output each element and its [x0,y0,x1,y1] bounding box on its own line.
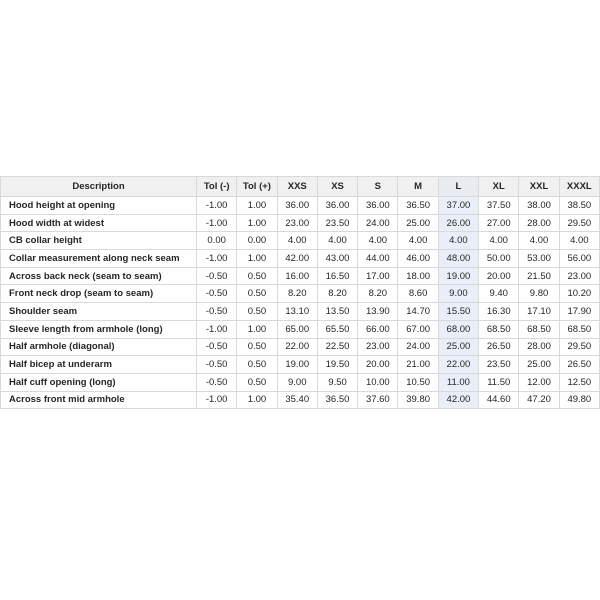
row-description: Half cuff opening (long) [1,373,197,391]
cell-value: 9.80 [519,285,559,303]
cell-value: 48.00 [438,250,478,268]
cell-value: 67.00 [398,320,438,338]
cell-value: 4.00 [438,232,478,250]
cell-value: 50.00 [479,250,519,268]
cell-value: 22.00 [277,338,317,356]
cell-value: 37.00 [438,197,478,215]
cell-value: 0.50 [237,356,277,374]
cell-value: 9.00 [277,373,317,391]
cell-value: 25.00 [519,356,559,374]
cell-value: 68.50 [479,320,519,338]
cell-value: 28.00 [519,214,559,232]
cell-value: 35.40 [277,391,317,409]
cell-value: 4.00 [277,232,317,250]
cell-value: 19.00 [277,356,317,374]
cell-value: 36.50 [317,391,357,409]
row-description: Sleeve length from armhole (long) [1,320,197,338]
column-header-description: Description [1,177,197,197]
cell-value: 19.50 [317,356,357,374]
cell-value: 1.00 [237,391,277,409]
cell-value: 19.00 [438,267,478,285]
cell-value: 49.80 [559,391,599,409]
cell-value: 23.50 [479,356,519,374]
table-row [1,391,600,409]
cell-value: 42.00 [277,250,317,268]
cell-value: 8.20 [317,285,357,303]
row-description: Hood width at widest [1,214,197,232]
column-header-xxxl: XXXL [559,177,599,197]
cell-value: 56.00 [559,250,599,268]
cell-value: -1.00 [197,391,237,409]
column-header-xxl: XXL [519,177,559,197]
table-row [1,373,600,391]
table-row [1,356,600,374]
cell-value: 20.00 [358,356,398,374]
table-row [1,232,600,250]
cell-value: 36.50 [398,197,438,215]
cell-value: 23.00 [277,214,317,232]
cell-value: 36.00 [277,197,317,215]
cell-value: 12.00 [519,373,559,391]
column-header-xl: XL [479,177,519,197]
column-header-xxs: XXS [277,177,317,197]
row-description: Front neck drop (seam to seam) [1,285,197,303]
cell-value: -1.00 [197,197,237,215]
cell-value: 0.50 [237,373,277,391]
size-chart-body [1,197,600,409]
size-chart-table [0,176,600,409]
table-row [1,250,600,268]
cell-value: 4.00 [559,232,599,250]
row-description: Shoulder seam [1,303,197,321]
cell-value: 10.50 [398,373,438,391]
row-description: Half bicep at underarm [1,356,197,374]
cell-value: 17.00 [358,267,398,285]
cell-value: 46.00 [398,250,438,268]
cell-value: 43.00 [317,250,357,268]
cell-value: -0.50 [197,373,237,391]
cell-value: 8.20 [358,285,398,303]
cell-value: 47.20 [519,391,559,409]
column-header-m: M [398,177,438,197]
cell-value: 68.50 [559,320,599,338]
table-row [1,338,600,356]
row-description: CB collar height [1,232,197,250]
cell-value: 0.00 [237,232,277,250]
cell-value: -1.00 [197,320,237,338]
cell-value: 9.40 [479,285,519,303]
cell-value: 4.00 [398,232,438,250]
cell-value: 20.00 [479,267,519,285]
cell-value: 1.00 [237,250,277,268]
table-row [1,267,600,285]
cell-value: 65.00 [277,320,317,338]
cell-value: 24.00 [398,338,438,356]
cell-value: -1.00 [197,214,237,232]
cell-value: 16.30 [479,303,519,321]
row-description: Hood height at opening [1,197,197,215]
cell-value: 36.00 [317,197,357,215]
cell-value: 37.50 [479,197,519,215]
cell-value: 10.00 [358,373,398,391]
cell-value: 21.00 [398,356,438,374]
cell-value: 25.00 [398,214,438,232]
cell-value: 27.00 [479,214,519,232]
row-description: Half armhole (diagonal) [1,338,197,356]
cell-value: 12.50 [559,373,599,391]
cell-value: 44.60 [479,391,519,409]
cell-value: 9.00 [438,285,478,303]
cell-value: 8.60 [398,285,438,303]
cell-value: -0.50 [197,303,237,321]
cell-value: -0.50 [197,285,237,303]
cell-value: 0.50 [237,285,277,303]
table-row [1,303,600,321]
cell-value: 65.50 [317,320,357,338]
cell-value: -0.50 [197,356,237,374]
table-row [1,214,600,232]
cell-value: 25.00 [438,338,478,356]
cell-value: 23.00 [358,338,398,356]
column-header-tol: Tol (+) [237,177,277,197]
cell-value: 14.70 [398,303,438,321]
cell-value: 10.20 [559,285,599,303]
cell-value: 22.50 [317,338,357,356]
cell-value: 18.00 [398,267,438,285]
cell-value: 22.00 [438,356,478,374]
cell-value: 39.80 [398,391,438,409]
cell-value: 13.10 [277,303,317,321]
cell-value: 36.00 [358,197,398,215]
cell-value: 16.50 [317,267,357,285]
cell-value: 4.00 [317,232,357,250]
cell-value: 26.50 [479,338,519,356]
cell-value: 0.50 [237,338,277,356]
cell-value: 8.20 [277,285,317,303]
cell-value: 24.00 [358,214,398,232]
cell-value: 1.00 [237,214,277,232]
cell-value: 26.00 [438,214,478,232]
cell-value: 66.00 [358,320,398,338]
cell-value: 23.00 [559,267,599,285]
cell-value: 21.50 [519,267,559,285]
table-row [1,320,600,338]
cell-value: 13.90 [358,303,398,321]
column-header-l: L [438,177,478,197]
cell-value: 29.50 [559,338,599,356]
cell-value: 44.00 [358,250,398,268]
cell-value: 4.00 [479,232,519,250]
column-header-xs: XS [317,177,357,197]
size-chart-header [1,177,600,197]
cell-value: 0.50 [237,303,277,321]
cell-value: 26.50 [559,356,599,374]
cell-value: 4.00 [519,232,559,250]
cell-value: 16.00 [277,267,317,285]
column-header-s: S [358,177,398,197]
cell-value: 38.00 [519,197,559,215]
row-description: Across back neck (seam to seam) [1,267,197,285]
cell-value: 0.00 [197,232,237,250]
cell-value: 13.50 [317,303,357,321]
cell-value: 23.50 [317,214,357,232]
cell-value: 1.00 [237,197,277,215]
cell-value: 38.50 [559,197,599,215]
cell-value: 15.50 [438,303,478,321]
cell-value: -0.50 [197,338,237,356]
row-description: Collar measurement along neck seam [1,250,197,268]
header-row [1,177,600,197]
cell-value: 68.50 [519,320,559,338]
column-header-tol: Tol (-) [197,177,237,197]
cell-value: 11.50 [479,373,519,391]
cell-value: 17.10 [519,303,559,321]
row-description: Across front mid armhole [1,391,197,409]
cell-value: 9.50 [317,373,357,391]
cell-value: 0.50 [237,267,277,285]
cell-value: 17.90 [559,303,599,321]
cell-value: 28.00 [519,338,559,356]
cell-value: 42.00 [438,391,478,409]
cell-value: 37.60 [358,391,398,409]
table-row [1,197,600,215]
table-row [1,285,600,303]
cell-value: 11.00 [438,373,478,391]
cell-value: -1.00 [197,250,237,268]
cell-value: 68.00 [438,320,478,338]
cell-value: -0.50 [197,267,237,285]
cell-value: 4.00 [358,232,398,250]
cell-value: 29.50 [559,214,599,232]
cell-value: 53.00 [519,250,559,268]
cell-value: 1.00 [237,320,277,338]
